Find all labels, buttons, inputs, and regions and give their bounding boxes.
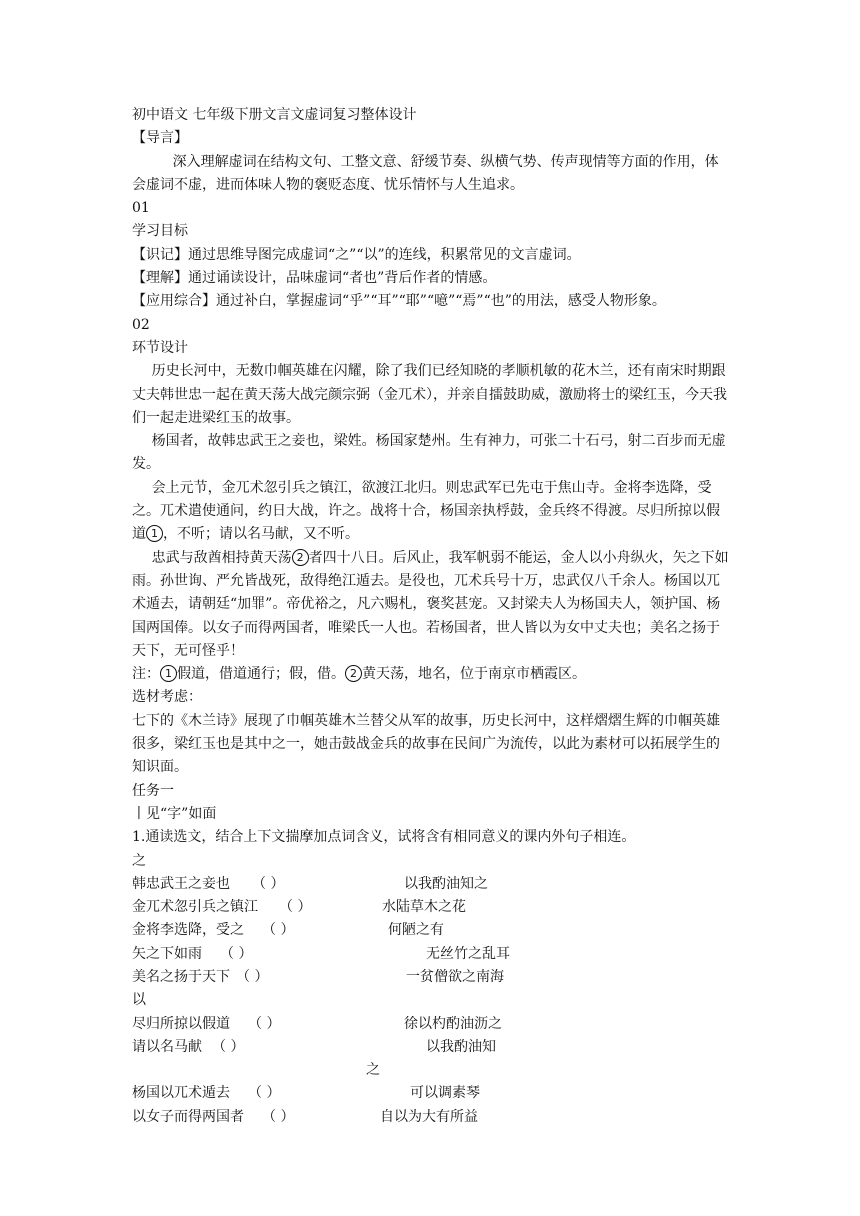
doc-title: 初中语文 七年级下册文言文虚词复习整体设计 bbox=[132, 107, 417, 123]
task-instruction: 1.通读选文，结合上下文揣摩加点词含义，试将含有相同意义的课内外句子相连。 bbox=[132, 829, 636, 846]
match-blank[interactable]: （ ） bbox=[236, 968, 269, 985]
task-title: 任务一 bbox=[132, 782, 174, 799]
footnote-marker-1: 1 bbox=[146, 525, 163, 542]
match-blank[interactable]: （ ） bbox=[248, 1015, 281, 1032]
match-right: 无丝竹之乱耳 bbox=[426, 945, 510, 962]
story-paragraph-3-tail: ，不听；请以名马献，又不听。 bbox=[163, 526, 359, 543]
match-left: 金兀术忽引兵之镇江 bbox=[132, 899, 258, 916]
note-1: 假道，借道通行；假，借。 bbox=[177, 666, 345, 683]
story-paragraph-4-text: 者四十八日。后风止，我军帆弱不能运，金人以小舟纵火，矢之下如雨。孙世询、严允皆战死，敌得绝江遁去。是役也，兀术兵号十万，忠武仅八千余人。杨国以兀术遁去，请朝廷“加罪”。帝优裕之，凡六赐札，褒奖甚宠。又封梁夫人为杨国夫人，领护国、杨国两国俸。以女子而得两国者，唯梁氏一人也。若杨国者，世人皆以为女中丈夫也；美名之扬于天下，无可怪乎！ bbox=[132, 549, 729, 659]
section1-number: 01 bbox=[132, 200, 150, 217]
intro-heading: 【导言】 bbox=[132, 130, 188, 147]
match-right: 何陋之有 bbox=[388, 922, 444, 939]
match-row bbox=[132, 1036, 732, 1059]
match-blank[interactable]: （ ） bbox=[262, 922, 295, 939]
match-left: 美名之扬于天下 bbox=[132, 968, 230, 985]
match-left: 矢之下如雨 bbox=[132, 945, 202, 962]
story-paragraph-4-head: 忠武与敌酋相持黄天荡 bbox=[151, 549, 292, 566]
goal-understand: 【理解】通过诵读设计，品味虚词“者也”背后作者的情感。 bbox=[132, 270, 497, 287]
match-row bbox=[132, 873, 732, 896]
match-row bbox=[132, 943, 732, 966]
match-row bbox=[132, 1082, 732, 1105]
match-left: 金将李选降，受之 bbox=[132, 922, 244, 939]
reason-paragraph: 七下的《木兰诗》展现了巾帼英雄木兰替父从军的故事，历史长河中，这样熠熠生辉的巾帼英雄很多，梁红玉也是其中之一，她击鼓战金兵的故事在民间广为流传，以此为素材可以拓展学生的知识面。 bbox=[132, 712, 720, 776]
match-left: 杨国以兀术遁去 bbox=[132, 1085, 230, 1102]
story-paragraph-3 bbox=[132, 477, 732, 547]
section2-title: 环节设计 bbox=[132, 339, 188, 356]
match-right: 一贫僧欲之南海 bbox=[406, 968, 504, 985]
note-marker-1: 1 bbox=[160, 665, 177, 682]
match-blank[interactable]: （ ） bbox=[220, 945, 253, 962]
group-label-zhi: 之 bbox=[132, 852, 146, 869]
section1-title: 学习目标 bbox=[132, 223, 188, 240]
match-right: 以我酌油知之 bbox=[404, 875, 488, 892]
note-prefix: 注： bbox=[132, 666, 160, 683]
match-right: 可以调素琴 bbox=[410, 1085, 480, 1102]
document-page bbox=[132, 104, 732, 1129]
goal-recall: 【识记】通过思维导图完成虚词“之”“以”的连线，积累常见的文言虚词。 bbox=[132, 246, 581, 263]
reason-title: 选材考虑： bbox=[132, 689, 202, 706]
match-row bbox=[132, 896, 732, 919]
footnotes bbox=[132, 663, 732, 686]
goal-apply: 【应用综合】通过补白，掌握虚词“乎”“耳”“耶”“噫”“焉”“也”的用法，感受人物形象。 bbox=[132, 293, 666, 310]
match-blank[interactable]: （ ） bbox=[252, 875, 285, 892]
task-subtitle: 丨见“字”如面 bbox=[132, 805, 217, 822]
match-blank[interactable]: （ ） bbox=[248, 1085, 281, 1102]
group-label-text: 之 bbox=[366, 1062, 380, 1079]
story-paragraph-3-text: 会上元节，金兀术忽引兵之镇江，欲渡江北归。则忠武军已先屯于焦山寺。金将李选降，受之。兀术遣使通问，约日大战，许之。战将十合，杨国亲执桴鼓，金兵终不得渡。尽归所掠以假道 bbox=[132, 479, 720, 543]
story-paragraph-2: 杨国者，故韩忠武王之妾也，梁姓。杨国家楚州。生有神力，可张二十石弓，射二百步而无虚发。 bbox=[132, 433, 726, 473]
intro-paragraph: 深入理解虚词在结构文句、工整文意、舒缓节奏、纵横气势、传声现情等方面的作用，体会虚词不虚，进而体味人物的褒贬态度、忧乐情怀与人生追求。 bbox=[132, 153, 719, 193]
match-left: 以女子而得两国者 bbox=[132, 1108, 244, 1125]
match-left: 尽归所掠以假道 bbox=[132, 1015, 230, 1032]
match-blank[interactable]: （ ） bbox=[279, 899, 312, 916]
match-left: 请以名马献 bbox=[132, 1038, 202, 1055]
group-label-yi: 以 bbox=[132, 992, 146, 1009]
match-blank[interactable]: （ ） bbox=[212, 1038, 245, 1055]
match-right: 水陆草木之花 bbox=[382, 899, 466, 916]
section2-number: 02 bbox=[132, 316, 150, 333]
match-left: 韩忠武王之妾也 bbox=[132, 875, 230, 892]
match-row bbox=[132, 919, 732, 942]
match-blank[interactable]: （ ） bbox=[262, 1108, 295, 1125]
match-right: 徐以杓酌油沥之 bbox=[404, 1015, 502, 1032]
match-right: 以我酌油知 bbox=[426, 1038, 496, 1055]
match-right: 自以为大有所益 bbox=[380, 1108, 478, 1125]
footnote-marker-2: 2 bbox=[292, 549, 309, 566]
story-paragraph-4 bbox=[132, 547, 732, 663]
group-label-zhi-2 bbox=[132, 1059, 732, 1082]
match-row bbox=[132, 966, 732, 989]
note-2: 黄天荡，地名，位于南京市栖霞区。 bbox=[362, 666, 586, 683]
match-row bbox=[132, 1013, 732, 1036]
match-row bbox=[132, 1106, 732, 1129]
note-marker-2: 2 bbox=[345, 665, 362, 682]
story-paragraph-1: 历史长河中，无数巾帼英雄在闪耀，除了我们已经知晓的孝顺机敏的花木兰，还有南宋时期跟丈夫韩世忠一起在黄天荡大战完颜宗弼（金兀术），并亲自擂鼓助威，激励将士的梁红玉，今天我们一起走进梁红玉的故事。 bbox=[132, 363, 727, 426]
